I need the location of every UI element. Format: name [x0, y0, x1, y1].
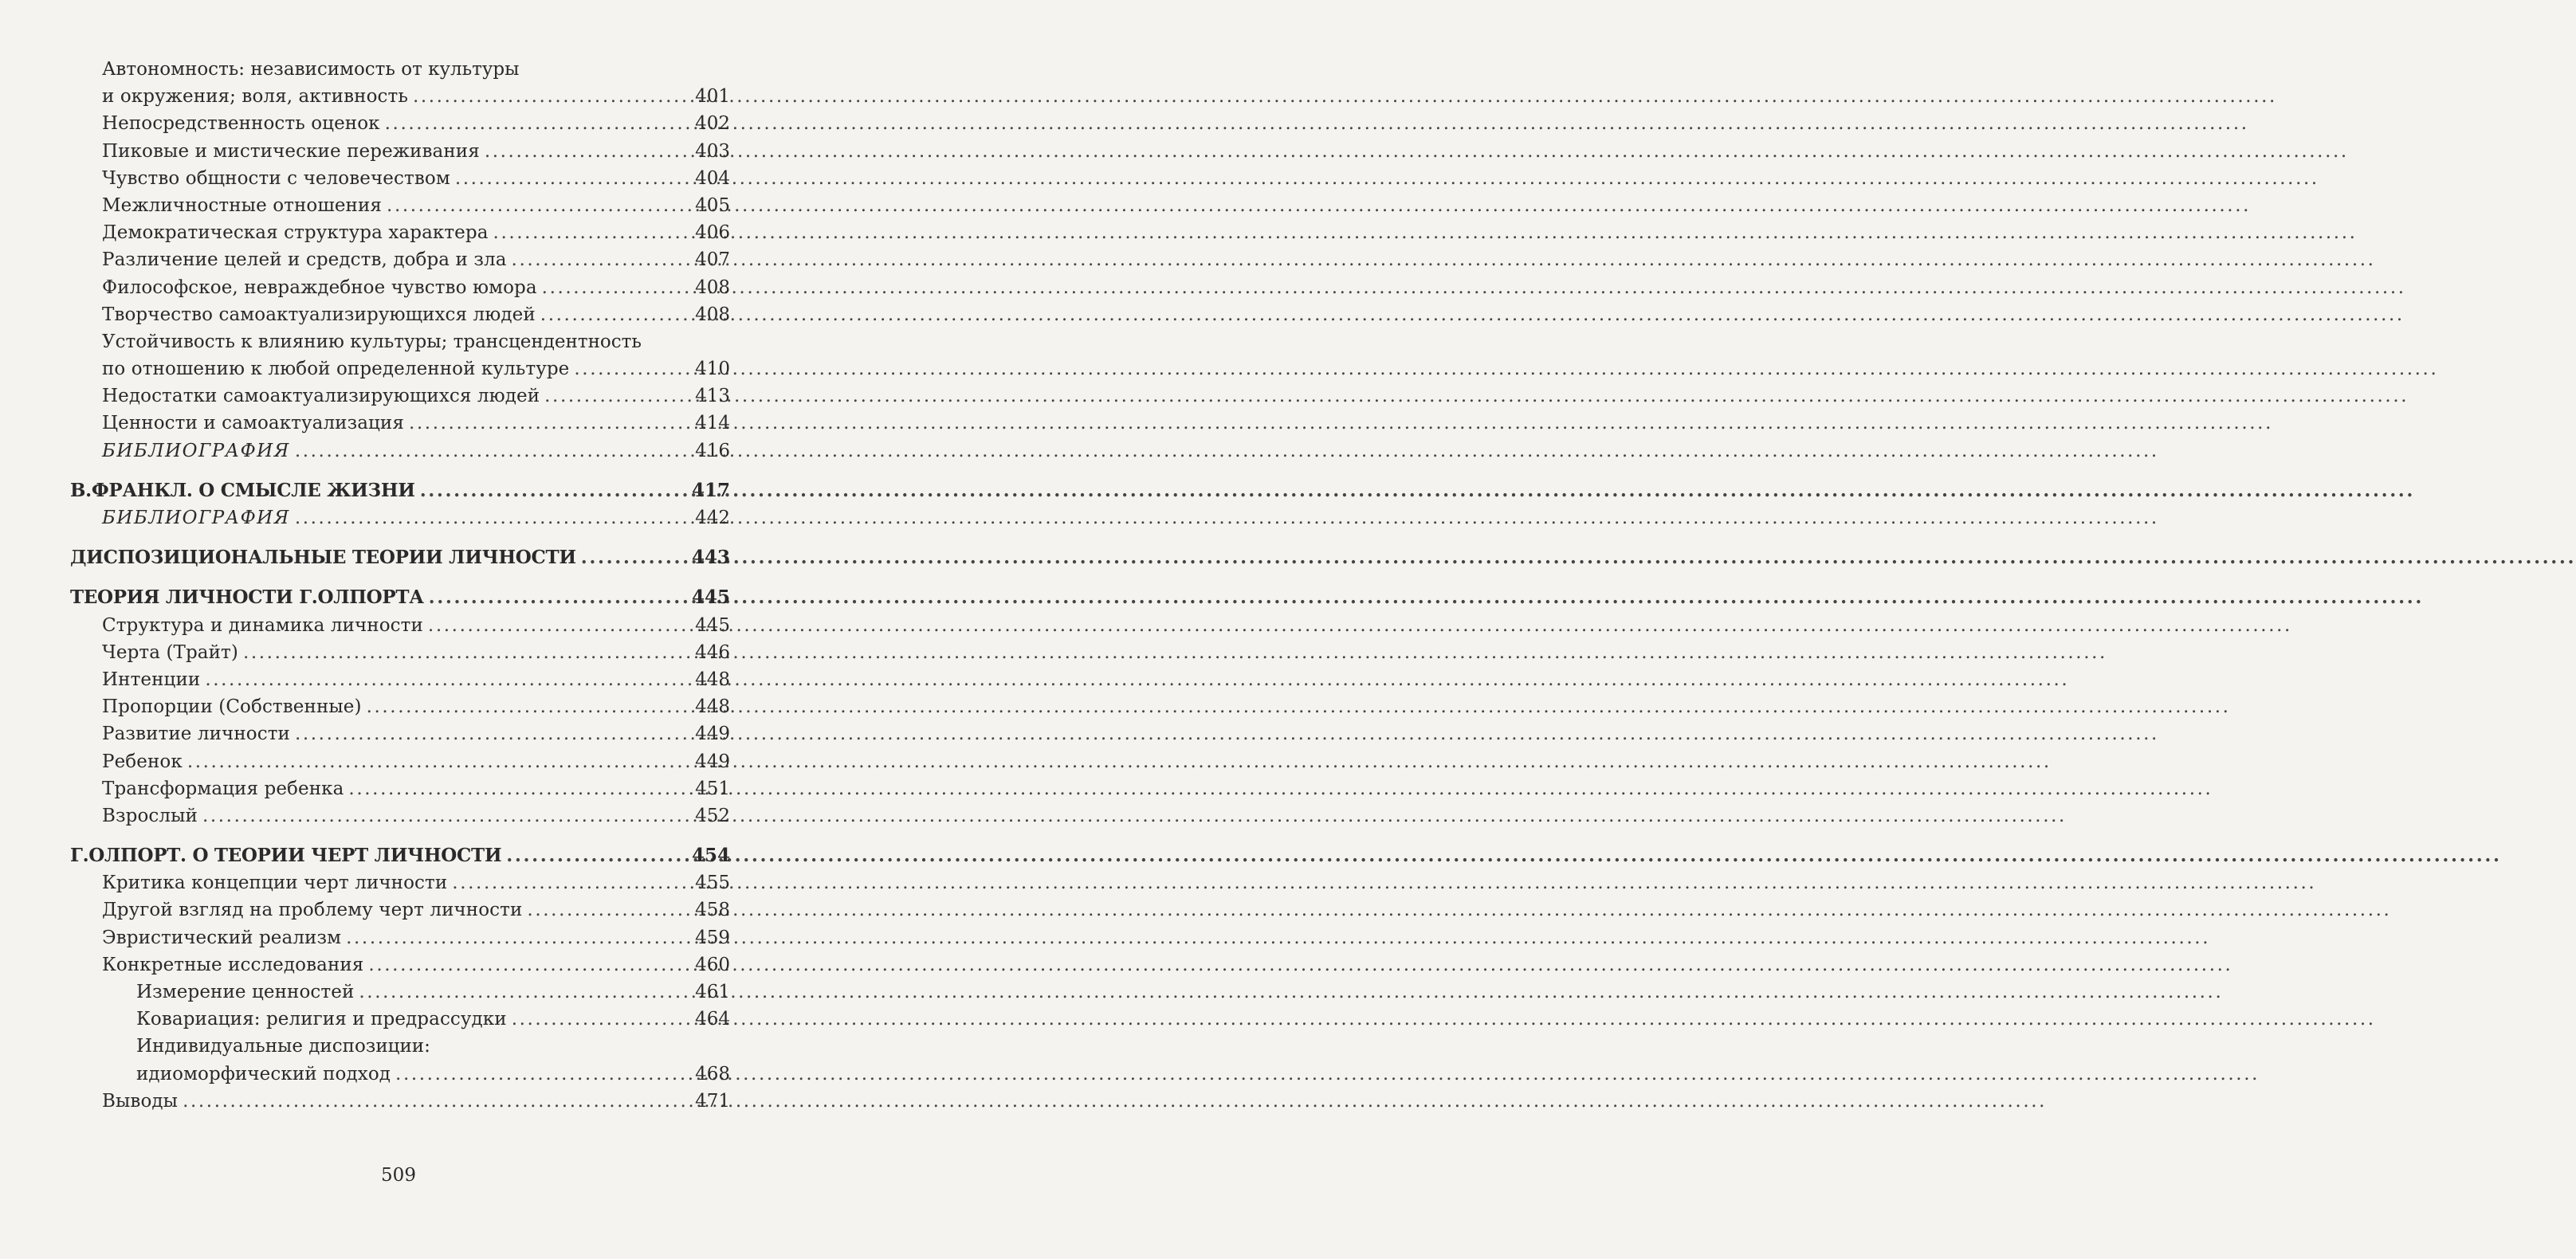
toc-entry-page: 449 — [695, 724, 730, 745]
toc-entry-page: 471 — [695, 1090, 730, 1112]
toc-entry-page: 452 — [695, 805, 730, 826]
dot-leader — [527, 896, 690, 924]
toc-entry-title: Конкретные исследования — [102, 954, 364, 975]
toc-entry-page: 443 — [691, 547, 730, 569]
dot-leader — [493, 219, 691, 246]
dot-leader — [368, 951, 690, 979]
toc-entry-title: Ребенок — [102, 751, 183, 772]
toc-entry-page: 454 — [691, 845, 730, 867]
toc-entry-title: идиоморфический подход — [136, 1063, 391, 1084]
toc-entry-title: Пропорции (Собственные) — [102, 696, 362, 718]
toc-entry-page: 461 — [695, 982, 730, 1002]
toc-entry[interactable] — [70, 274, 730, 301]
toc-entry-title: Демократическая структура характера — [102, 222, 489, 244]
dot-leader — [540, 301, 690, 328]
toc-entry-page: 402 — [695, 113, 730, 135]
toc-entry[interactable] — [70, 775, 730, 802]
toc-entry-title: Структура и динамика личности — [102, 614, 423, 636]
toc-entry-page: 405 — [695, 194, 730, 216]
dot-leader — [485, 138, 690, 165]
toc-entry-title: Эвристический реализм — [102, 927, 342, 948]
toc-entry-title: Межличностные отношения — [102, 194, 383, 216]
dot-leader — [295, 504, 690, 531]
toc-entry-continuation: Индивидуальные диспозиции: — [136, 1036, 430, 1057]
dot-leader — [295, 437, 690, 465]
toc-entry[interactable] — [70, 720, 730, 747]
dot-leader — [574, 355, 690, 382]
table-of-contents — [70, 56, 730, 1115]
dot-leader — [429, 584, 687, 611]
dot-leader — [367, 693, 691, 720]
toc-entry-page: 403 — [695, 140, 730, 162]
toc-section-heading[interactable] — [70, 584, 730, 611]
toc-entry-title: БИБЛИОГРАФИЯ — [102, 440, 290, 461]
toc-entry-title: Непосредственность оценок — [102, 113, 380, 135]
toc-entry[interactable] — [70, 382, 730, 410]
toc-entry-page: 460 — [695, 954, 730, 975]
toc-entry[interactable] — [70, 165, 730, 192]
dot-leader — [202, 802, 690, 830]
toc-entry[interactable] — [70, 802, 730, 830]
toc-entry[interactable] — [70, 612, 730, 639]
toc-entry-title: Интенции — [102, 669, 201, 690]
toc-entry-page: 408 — [695, 277, 730, 298]
toc-entry-page: 446 — [695, 641, 730, 663]
toc-entry-title: Выводы — [102, 1090, 179, 1112]
dot-leader — [295, 720, 690, 747]
toc-entry-title: Недостатки самоактуализирующихся людей — [102, 386, 540, 407]
dot-leader — [413, 83, 690, 110]
toc-entry-page: 459 — [695, 927, 730, 948]
toc-entry[interactable] — [70, 896, 730, 924]
toc-entry-title: Черта (Трайт) — [102, 641, 238, 663]
toc-entry[interactable] — [70, 1088, 730, 1115]
toc-entry-title: Творчество самоактуализирующихся людей — [102, 304, 536, 325]
dot-leader — [544, 382, 690, 410]
toc-entry[interactable] — [70, 437, 730, 465]
toc-entry-page: 401 — [695, 86, 730, 108]
dot-leader — [346, 924, 690, 951]
dot-leader — [581, 544, 687, 571]
toc-section-heading[interactable] — [70, 544, 730, 571]
dot-leader — [205, 666, 690, 693]
toc-entry[interactable] — [70, 924, 730, 951]
toc-entry[interactable] — [70, 301, 730, 328]
toc-entry-page: 442 — [695, 508, 730, 528]
toc-entry-page: 451 — [695, 778, 730, 799]
toc-entry-page: 417 — [691, 479, 730, 501]
toc-entry-title: Критика концепции черт личности — [102, 873, 448, 894]
toc-entry[interactable] — [70, 219, 730, 246]
toc-entry-title: Различение целей и средств, добра и зла — [102, 249, 507, 271]
dot-leader — [452, 869, 690, 896]
toc-entry[interactable] — [70, 639, 730, 666]
dot-leader — [243, 639, 690, 666]
page-number: 509 — [381, 1165, 416, 1186]
dot-leader — [387, 192, 690, 219]
toc-entry-title: Философское, невраждебное чувство юмора — [102, 277, 537, 298]
dot-leader — [409, 410, 690, 437]
toc-entry-page: 458 — [695, 900, 730, 921]
toc-section-heading[interactable] — [70, 477, 730, 504]
toc-entry[interactable] — [70, 666, 730, 693]
toc-entry-title: по отношению к любой определенной культуре — [102, 359, 570, 380]
toc-entry-page: 414 — [695, 413, 730, 434]
toc-entry[interactable] — [70, 748, 730, 775]
toc-entry[interactable] — [70, 192, 730, 219]
toc-entry[interactable] — [70, 1061, 730, 1088]
toc-entry-title: Развитие личности — [102, 724, 290, 745]
toc-entry[interactable] — [70, 355, 730, 382]
toc-entry[interactable] — [70, 504, 730, 531]
dot-leader — [395, 1061, 690, 1088]
toc-entry[interactable] — [70, 138, 730, 165]
toc-entry-page: 445 — [691, 586, 730, 609]
dot-leader — [512, 246, 691, 273]
toc-entry[interactable] — [70, 410, 730, 437]
toc-entry[interactable] — [70, 246, 730, 273]
toc-entry-page: 407 — [695, 249, 730, 271]
toc-entry-page: 449 — [695, 751, 730, 772]
dot-leader — [385, 110, 690, 137]
toc-entry-title: В.ФРАНКЛ. О СМЫСЛЕ ЖИЗНИ — [70, 479, 415, 501]
toc-entry-title: ТЕОРИЯ ЛИЧНОСТИ Г.ОЛПОРТА — [70, 586, 424, 609]
toc-entry-page: 404 — [695, 167, 730, 189]
dot-leader — [187, 748, 690, 775]
toc-entry-title: ДИСПОЗИЦИОНАЛЬНЫЕ ТЕОРИИ ЛИЧНОСТИ — [70, 547, 576, 569]
toc-entry-page: 406 — [695, 222, 730, 244]
toc-section-heading[interactable] — [70, 842, 730, 869]
toc-entry-title: и окружения; воля, активность — [102, 86, 408, 108]
dot-leader — [183, 1088, 690, 1115]
dot-leader — [420, 477, 687, 504]
toc-entry[interactable] — [70, 1006, 730, 1033]
dot-leader — [542, 274, 690, 301]
toc-entry-title: Измерение ценностей — [136, 982, 355, 1002]
toc-entry-page: 413 — [695, 386, 730, 407]
toc-entry[interactable] — [70, 951, 730, 979]
toc-entry-page: 464 — [695, 1009, 730, 1030]
toc-entry-page: 408 — [695, 304, 730, 325]
dot-leader — [506, 842, 687, 869]
toc-entry-page: 448 — [695, 669, 730, 690]
dot-leader — [455, 165, 690, 192]
toc-entry-title: Ценности и самоактуализация — [102, 413, 404, 434]
toc-entry[interactable] — [70, 979, 730, 1006]
toc-entry-page: 445 — [695, 614, 730, 636]
toc-entry-title: Другой взгляд на проблему черт личности — [102, 900, 523, 921]
toc-entry-page: 410 — [695, 359, 730, 380]
toc-entry[interactable] — [70, 83, 730, 110]
dot-leader — [348, 775, 690, 802]
toc-entry[interactable] — [70, 110, 730, 137]
toc-entry-continuation: Автономность: независимость от культуры — [102, 59, 520, 80]
toc-entry-title: БИБЛИОГРАФИЯ — [102, 508, 290, 528]
toc-entry-page: 455 — [695, 873, 730, 894]
toc-entry-continuation: Устойчивость к влиянию культуры; трансцендентность — [102, 331, 642, 352]
toc-entry-title: Пиковые и мистические переживания — [102, 140, 480, 162]
toc-entry-title: Трансформация ребенка — [102, 778, 344, 799]
dot-leader — [359, 979, 690, 1006]
toc-entry[interactable] — [70, 693, 730, 720]
toc-entry-page: 448 — [695, 696, 730, 718]
toc-entry-page: 468 — [695, 1063, 730, 1084]
dot-leader — [512, 1006, 690, 1033]
dot-leader — [428, 612, 690, 639]
toc-entry-title: Ковариация: религия и предрассудки — [136, 1009, 507, 1030]
toc-entry-title: Взрослый — [102, 805, 198, 826]
toc-entry-page: 416 — [695, 440, 730, 461]
toc-entry-title: Г.ОЛПОРТ. О ТЕОРИИ ЧЕРТ ЛИЧНОСТИ — [70, 845, 502, 867]
toc-entry-title: Чувство общности с человечеством — [102, 167, 450, 189]
toc-entry[interactable] — [70, 869, 730, 896]
